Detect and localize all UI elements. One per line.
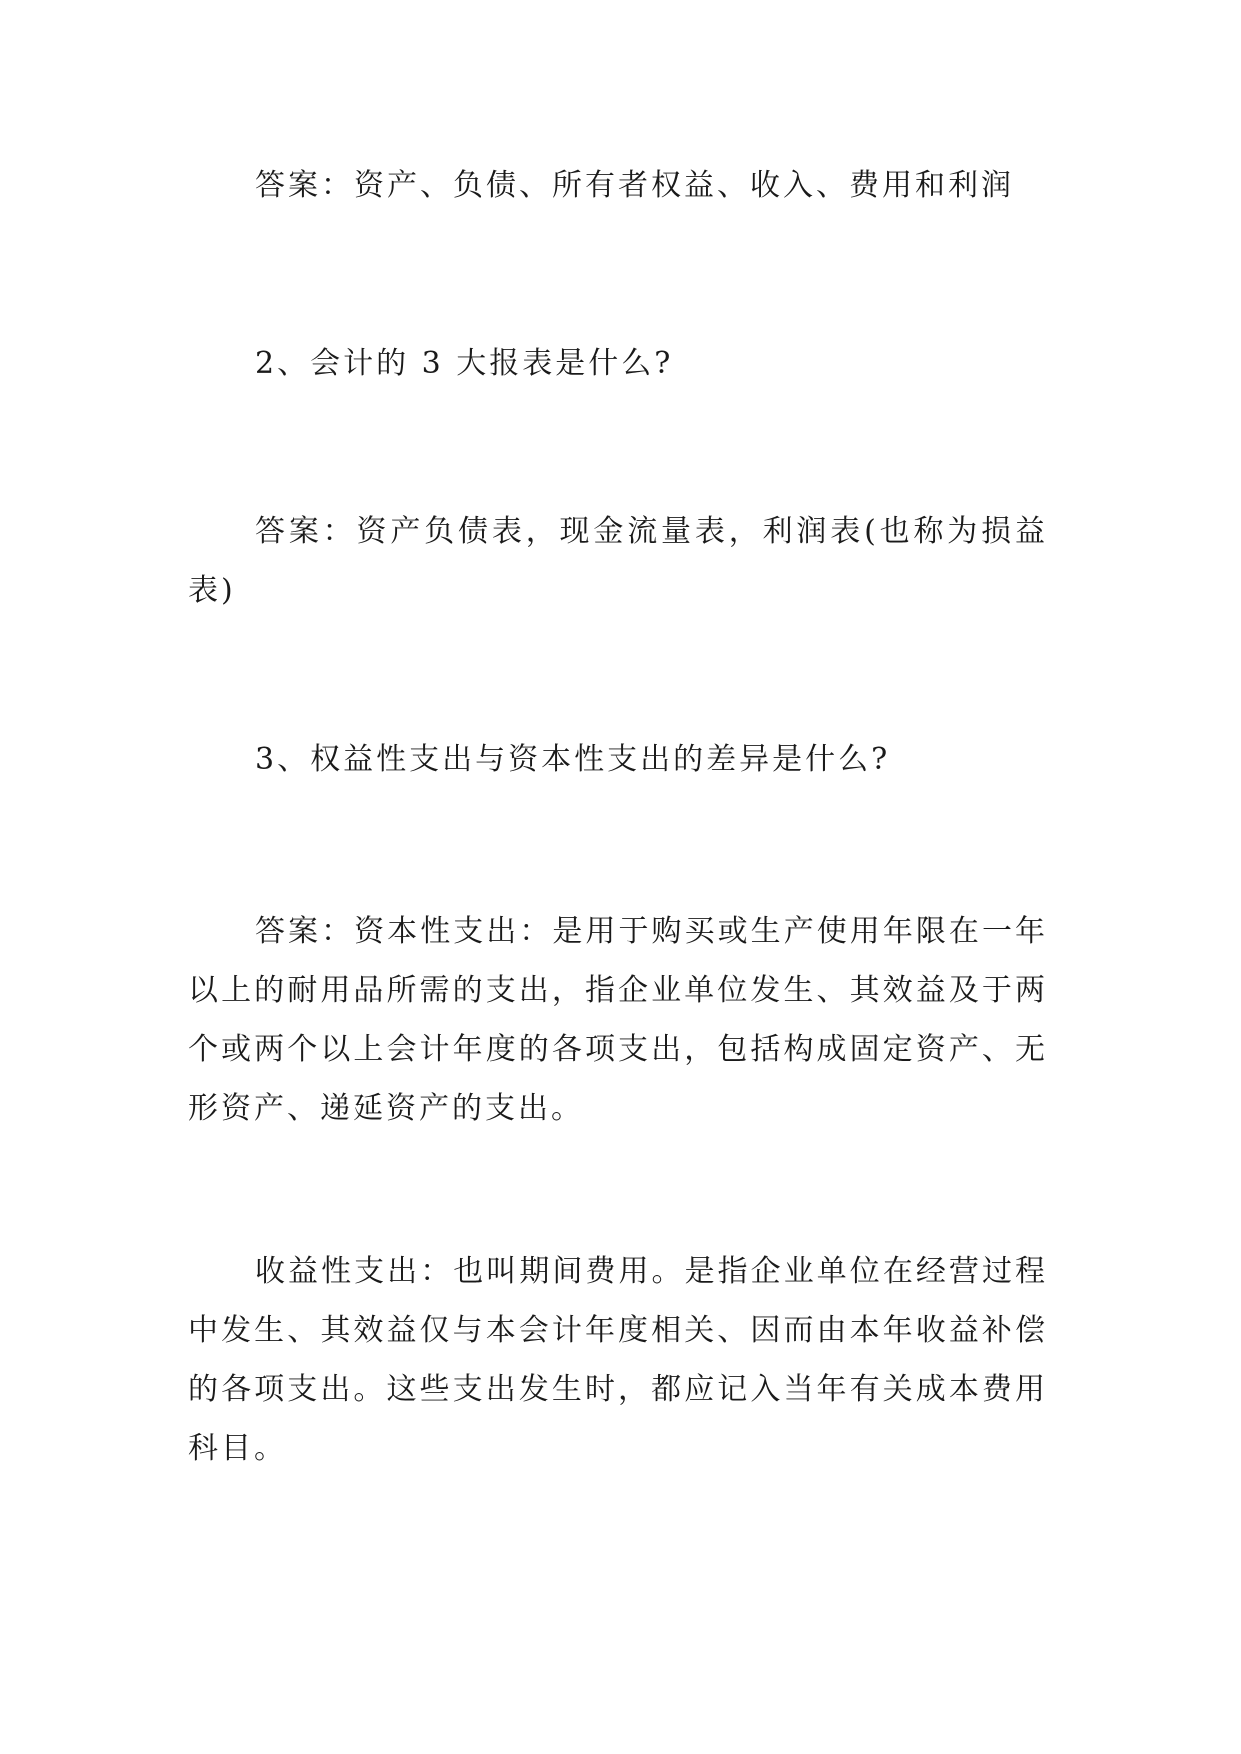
answer-1-paragraph: 答案：资产、负债、所有者权益、收入、费用和利润: [255, 168, 1014, 203]
question-2-paragraph: 2、会计的 3 大报表是什么?: [255, 346, 674, 381]
question-3-paragraph: 3、权益性支出与资本性支出的差异是什么?: [255, 742, 891, 777]
revenue-expenditure-paragraph: 收益性支出：也叫期间费用。是指企业单位在经营过程中发生、其效益仅与本会计年度相关、因而由本年收益补偿的各项支出。这些支出发生时，都应记入当年有关成本费用科目。: [188, 1254, 1048, 1466]
answer-2-paragraph: 答案：资产负债表，现金流量表，利润表(也称为损益表): [188, 514, 1048, 608]
answer-3-capital-expenditure-paragraph: 答案：资本性支出：是用于购买或生产使用年限在一年以上的耐用品所需的支出，指企业单位发生、其效益及于两个或两个以上会计年度的各项支出，包括构成固定资产、无形资产、递延资产的支出。: [188, 914, 1048, 1126]
